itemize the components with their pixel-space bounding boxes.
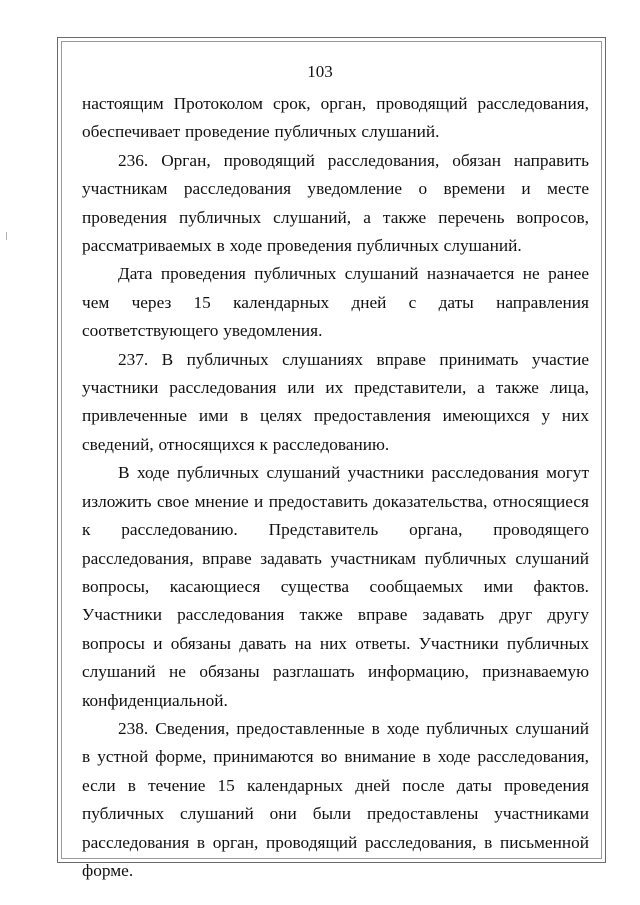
document-body [82, 90, 589, 885]
page-number: 103 [307, 62, 333, 81]
paragraph-237-hearing: В ходе публичных слушаний участники расследования могут изложить свое мнение и предоставить доказательства, относящиеся к расследованию. Представитель органа, проводящего расследования, вправе задавать участникам публичных слушаний вопросы, касающиеся существа сообщаемых ими фактов. Участники расследования также вправе задавать друг другу вопросы и обязаны давать на них ответы. Участники публичных слушаний не обязаны разглашать информацию, признаваемую конфиденциальной. [82, 463, 589, 710]
paragraph-238: 238. Сведения, предоставленные в ходе публичных слушаний в устной форме, принимаются во внимание в ходе расследования, если в течение 15 календарных дней после даты проведения публичных слушаний они были предоставлены участниками расследования в орган, проводящий расследования, в письменной форме. [82, 718, 589, 880]
paragraph-236: 236. Орган, проводящий расследования, обязан направить участникам расследования уведомление о времени и месте проведения публичных слушаний, а также перечень вопросов, рассматриваемых в ходе проведения публичных слушаний. [82, 150, 589, 256]
paragraph-236-date: Дата проведения публичных слушаний назначается не ранее чем через 15 календарных дней с даты направления соответствующего уведомления. [82, 264, 589, 341]
paragraph-continuation: настоящим Протоколом срок, орган, проводящий расследования, обеспечивает проведение публичных слушаний. [82, 94, 589, 142]
scan-artifact [6, 232, 7, 240]
paragraph-237: 237. В публичных слушаниях вправе принимать участие участники расследования или их представители, а также лица, привлеченные ими в целях предоставления имеющихся у них сведений, относящихся к расследованию. [82, 349, 589, 454]
